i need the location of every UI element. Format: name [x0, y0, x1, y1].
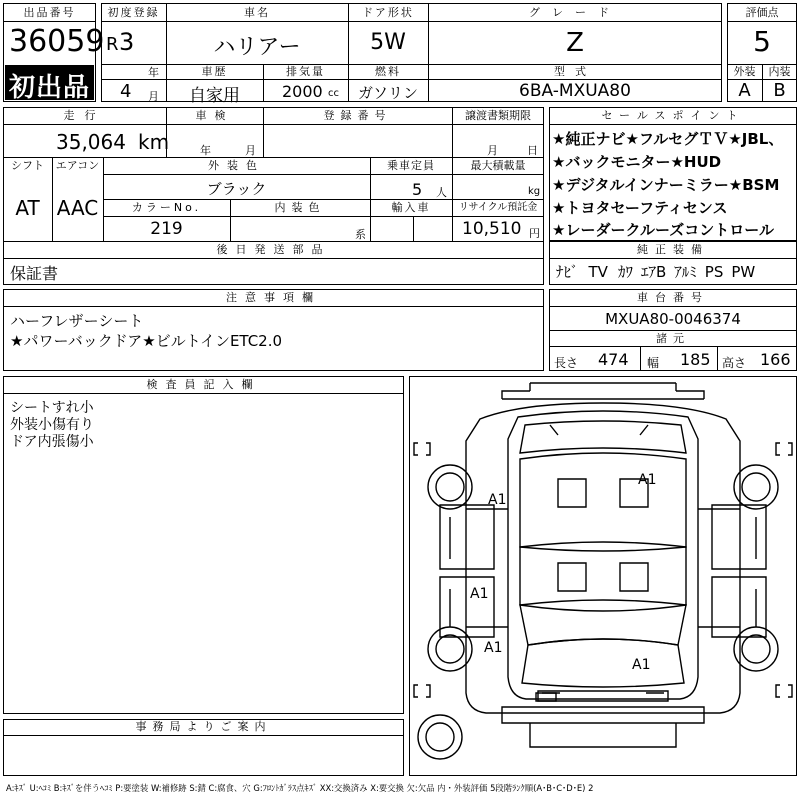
- capacity-value: 5: [412, 180, 423, 199]
- door-value: 5W: [370, 30, 406, 55]
- equipment-alloy: ｱﾙﾐ: [674, 263, 697, 281]
- color-no-value: 219: [150, 219, 183, 239]
- recycle-unit: 円: [529, 227, 540, 240]
- color-no-label: カラーNo.: [131, 201, 202, 214]
- score-value: 5: [753, 25, 771, 58]
- exterior-score: A: [738, 80, 751, 101]
- model-label: 型式: [554, 65, 596, 78]
- damage-mark-left-door: A1: [470, 586, 489, 602]
- exterior-score-label: 外装: [733, 65, 756, 78]
- damage-mark-rear-left: A1: [488, 492, 507, 508]
- notes-label: 注意事項欄: [226, 291, 321, 304]
- sales-point-2: ★バックモニター★HUD: [552, 153, 722, 171]
- first-reg-month: 4: [120, 81, 132, 102]
- lot-label: 出品番号: [23, 6, 76, 19]
- recycle-label: リサイクル預託金: [458, 202, 538, 213]
- fuel-value: ガソリン: [357, 84, 418, 102]
- aircon-label: エアコン: [55, 159, 100, 172]
- aircon-value: AAC: [56, 196, 99, 220]
- fuel-label: 燃料: [375, 65, 401, 78]
- transfer-month-unit: 月: [487, 144, 498, 157]
- inspection-month-unit: 月: [245, 144, 256, 157]
- history-value: 自家用: [189, 86, 240, 106]
- recycle-value: 10,510: [462, 219, 522, 239]
- first-reg-month-unit: 月: [148, 90, 159, 103]
- mileage-value: 35,064: [56, 130, 126, 154]
- door-label: ドア形状: [362, 6, 414, 19]
- model-value: 6BA-MXUA80: [519, 81, 631, 101]
- width-value: 185: [680, 350, 711, 369]
- equipment-leather: ｶﾜ: [617, 263, 633, 281]
- transfer-day-unit: 日: [527, 144, 538, 157]
- mileage-unit: km: [138, 130, 170, 154]
- displacement-label: 排気量: [286, 65, 325, 78]
- damage-mark-hood: A1: [632, 657, 651, 673]
- history-label: 車歴: [201, 65, 228, 78]
- width-label: 幅: [647, 356, 660, 370]
- damage-mark-left-front: A1: [484, 640, 503, 656]
- score-label: 評価点: [745, 6, 779, 19]
- inspection-year-unit: 年: [200, 144, 211, 157]
- later-parts-value: 保証書: [10, 264, 59, 283]
- equipment-pw: PW: [731, 263, 756, 281]
- import-label: 輸入車: [391, 201, 431, 214]
- lot-number: 36059: [9, 24, 105, 59]
- reg-no-label: 登録番号: [323, 109, 392, 122]
- car-outline: [410, 377, 796, 775]
- chassis-label: 車台番号: [637, 291, 709, 304]
- grade-label: グレード: [529, 6, 621, 19]
- height-label: 高さ: [722, 356, 747, 370]
- damage-mark-rear-right: A1: [638, 472, 657, 488]
- displacement-unit: cc: [328, 88, 339, 99]
- equipment-navi: ﾅﾋﾞ: [556, 263, 579, 281]
- inspector-line-2: 外装小傷有り: [10, 417, 94, 433]
- length-label: 長さ: [554, 356, 579, 370]
- sales-point-1: ★純正ナビ★フルセグＴＶ★JBL、: [552, 130, 784, 148]
- int-color-unit: 系: [355, 228, 366, 241]
- interior-score: B: [773, 80, 786, 101]
- capacity-unit: 人: [436, 186, 447, 199]
- sales-point-5: ★レーダークルーズコントロール: [552, 221, 774, 239]
- car-name-label: 車名: [244, 6, 270, 19]
- max-load-unit: kg: [528, 186, 541, 197]
- inspector-label: 検査員記入欄: [146, 378, 261, 391]
- first-reg-label: 初度登録: [107, 6, 160, 19]
- ext-color-label: 外装色: [208, 159, 265, 172]
- equipment-tv: TV: [588, 263, 608, 281]
- displacement-value: 2000: [282, 82, 323, 101]
- shift-value: AT: [15, 196, 40, 220]
- length-value: 474: [598, 350, 629, 369]
- inspection-label: 車検: [195, 109, 234, 122]
- max-load-label: 最大積載量: [470, 159, 526, 172]
- interior-score-label: 内装: [768, 65, 791, 78]
- first-reg-year-unit: 年: [148, 66, 159, 79]
- sales-point-4: ★トヨタセーフティセンス: [552, 199, 728, 217]
- inspector-line-3: ドア内張傷小: [10, 434, 94, 450]
- ext-color-value: ブラック: [206, 180, 267, 198]
- shift-label: シフト: [11, 159, 44, 172]
- height-value: 166: [760, 350, 791, 369]
- equipment-label: 純正装備: [637, 243, 709, 256]
- int-color-label: 内装色: [274, 201, 326, 214]
- mileage-label: 走行: [63, 109, 106, 122]
- inspector-line-1: シートすれ小: [10, 400, 94, 416]
- notes-line-1: ハーフレザーシート: [10, 312, 144, 330]
- equipment-airbag: ｴｱB: [640, 263, 667, 281]
- chassis-value: MXUA80-0046374: [605, 310, 741, 328]
- office-label: 事務局よりご案内: [135, 720, 272, 733]
- sales-point-3: ★デジタルインナーミラー★BSM: [552, 176, 780, 194]
- car-name-value: ハリアー: [213, 35, 301, 60]
- notes-line-2: ★パワーバックドア★ビルトインETC2.0: [10, 332, 283, 350]
- sales-points-label: セールスポイント: [601, 109, 745, 122]
- legend-text: A:ｷｽﾞ U:ﾍｺﾐ B:ｷｽﾞを伴うﾍｺﾐ P:要塗装 W:補修跡 S:錆 C:腐食、穴 G:ﾌﾛﾝﾄｶﾞﾗｽ点ｷｽﾞ XX:交換済み X:要交換 欠:欠品 内・外装評価 5段階ﾗﾝｸ順(A･B･C･D･E) 2: [6, 783, 594, 793]
- later-parts-label: 後日発送部品: [216, 243, 331, 256]
- transfer-label: 譲渡書類期限: [465, 109, 531, 122]
- first-reg-era: R: [106, 34, 119, 55]
- damage-diagram: [409, 376, 797, 776]
- first-listing-label: 初出品: [8, 73, 90, 103]
- grade-value: Z: [566, 28, 584, 58]
- equipment-ps: PS: [704, 263, 724, 281]
- equipment-list: [556, 261, 755, 282]
- capacity-label: 乗車定員: [387, 159, 435, 172]
- first-reg-year: 3: [119, 28, 135, 56]
- dims-label: 諸元: [656, 332, 690, 345]
